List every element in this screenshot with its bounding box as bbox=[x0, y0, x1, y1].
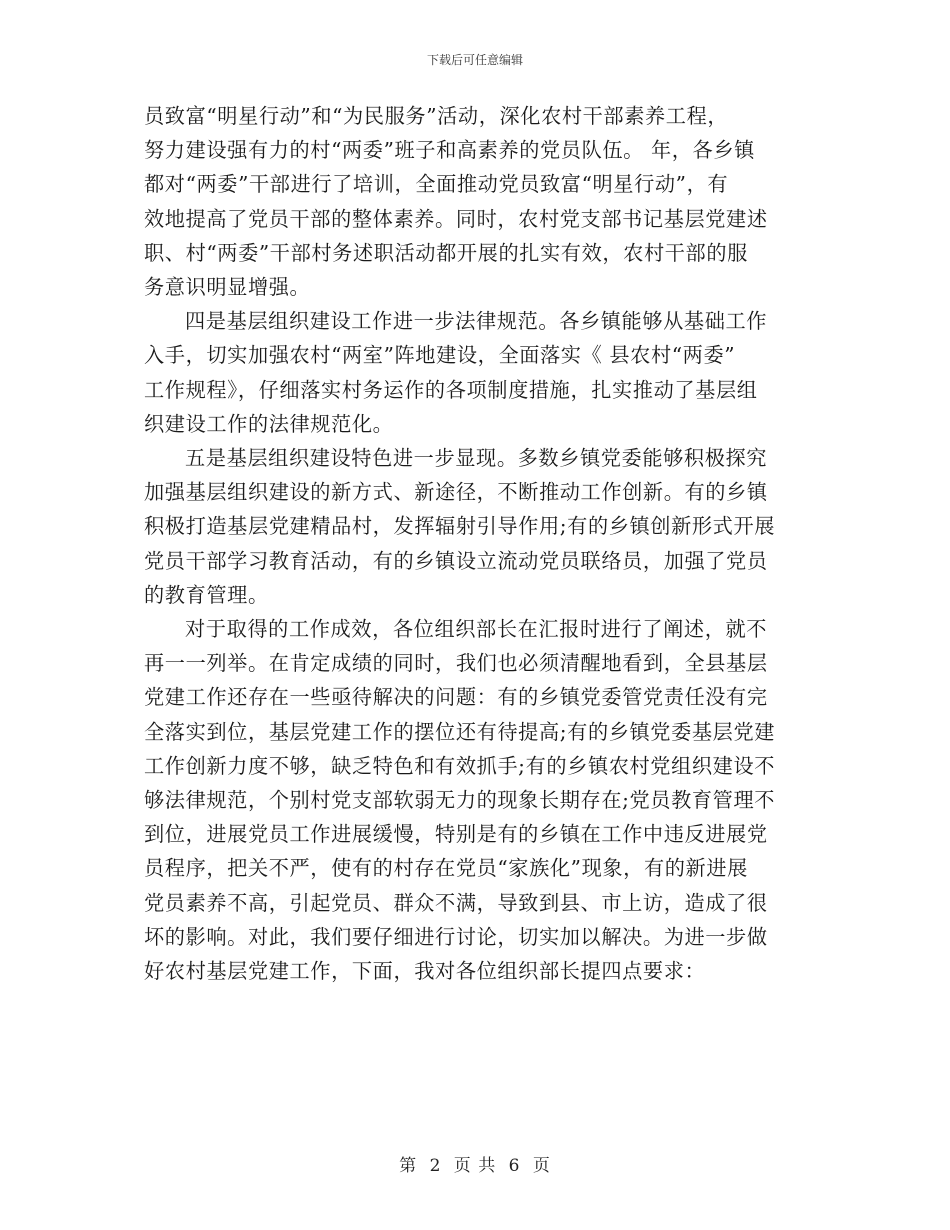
footer-total-pages: 6 bbox=[508, 1156, 521, 1176]
text-line: 员程序，把关不严，使有的村存在党员“家族化”现象，有的新进展 bbox=[144, 856, 748, 881]
text-line: 效地提高了党员干部的整体素养。同时，农村党支部书记基层党建述 bbox=[144, 206, 768, 231]
text-line: 入手，切实加强农村“两室”阵地建设，全面落实《 县农村“两委” bbox=[144, 343, 736, 368]
text-line: 全落实到位，基层党建工作的摆位还有待提高;有的乡镇党委基层党建 bbox=[144, 719, 776, 744]
text-line: 积极打造基层党建精品村，发挥辐射引导作用;有的乡镇创新形式开展 bbox=[144, 514, 776, 539]
text-line: 坏的影响。对此，我们要仔细进行讨论，切实加以解决。为进一步做 bbox=[144, 924, 768, 949]
text-line: 工作创新力度不够，缺乏特色和有效抓手;有的乡镇农村党组织建设不 bbox=[144, 753, 776, 778]
text-line: 职、村“两委”干部村务述职活动都开展的扎实有效，农村干部的服 bbox=[144, 240, 748, 265]
footer-middle: 页 共 bbox=[453, 1156, 497, 1176]
text-line: 对于取得的工作成效，各位组织部长在汇报时进行了阐述，就不 bbox=[185, 617, 768, 642]
paragraph-2 bbox=[144, 304, 810, 441]
text-line: 加强基层组织建设的新方式、新途径，不断推动工作创新。有的乡镇 bbox=[144, 480, 768, 505]
text-line: 到位，进展党员工作进展缓慢，特别是有的乡镇在工作中违反进展党 bbox=[144, 822, 768, 847]
paragraph-1 bbox=[144, 99, 810, 304]
text-line: 的教育管理。 bbox=[144, 582, 269, 607]
text-line: 织建设工作的法律规范化。 bbox=[144, 411, 394, 436]
text-line: 工作规程》，仔细落实村务运作的各项制度措施，扎实推动了基层组 bbox=[144, 377, 758, 402]
text-line: 五是基层组织建设特色进一步显现。多数乡镇党委能够积极探究 bbox=[185, 446, 768, 471]
footer-suffix: 页 bbox=[532, 1156, 551, 1176]
text-line: 党员干部学习教育活动，有的乡镇设立流动党员联络员，加强了党员 bbox=[144, 548, 768, 573]
header-text: 下载后可任意编辑 bbox=[426, 53, 523, 67]
paragraph-4 bbox=[144, 612, 810, 988]
page-footer bbox=[0, 1155, 950, 1177]
text-line: 务意识明显增强。 bbox=[144, 275, 311, 300]
page-header bbox=[0, 52, 950, 68]
text-line: 好农村基层党建工作，下面，我对各位组织部长提四点要求： bbox=[144, 959, 706, 984]
text-line: 四是基层组织建设工作进一步法律规范。各乡镇能够从基础工作 bbox=[185, 309, 768, 334]
footer-prefix: 第 bbox=[399, 1156, 418, 1176]
text-line: 党员素养不高，引起党员、群众不满，导致到县、市上访，造成了很 bbox=[144, 890, 768, 915]
text-line: 都对“两委”干部进行了培训，全面推动党员致富“明星行动”，有 bbox=[144, 172, 729, 197]
text-line: 够法律规范，个别村党支部软弱无力的现象长期存在;党员教育管理不 bbox=[144, 788, 776, 813]
paragraph-3 bbox=[144, 441, 810, 612]
text-line: 再一一列举。在肯定成绩的同时，我们也必须清醒地看到，全县基层 bbox=[144, 651, 768, 676]
document-body bbox=[144, 99, 810, 988]
text-line: 努力建设强有力的村“两委”班子和高素养的党员队伍。 年，各乡镇 bbox=[144, 138, 755, 163]
footer-page-number: 2 bbox=[429, 1156, 442, 1176]
text-line: 员致富“明星行动”和“为民服务”活动，深化农村干部素养工程， bbox=[144, 104, 729, 128]
text-line: 党建工作还存在一些亟待解决的问题：有的乡镇党委管党责任没有完 bbox=[144, 685, 768, 710]
